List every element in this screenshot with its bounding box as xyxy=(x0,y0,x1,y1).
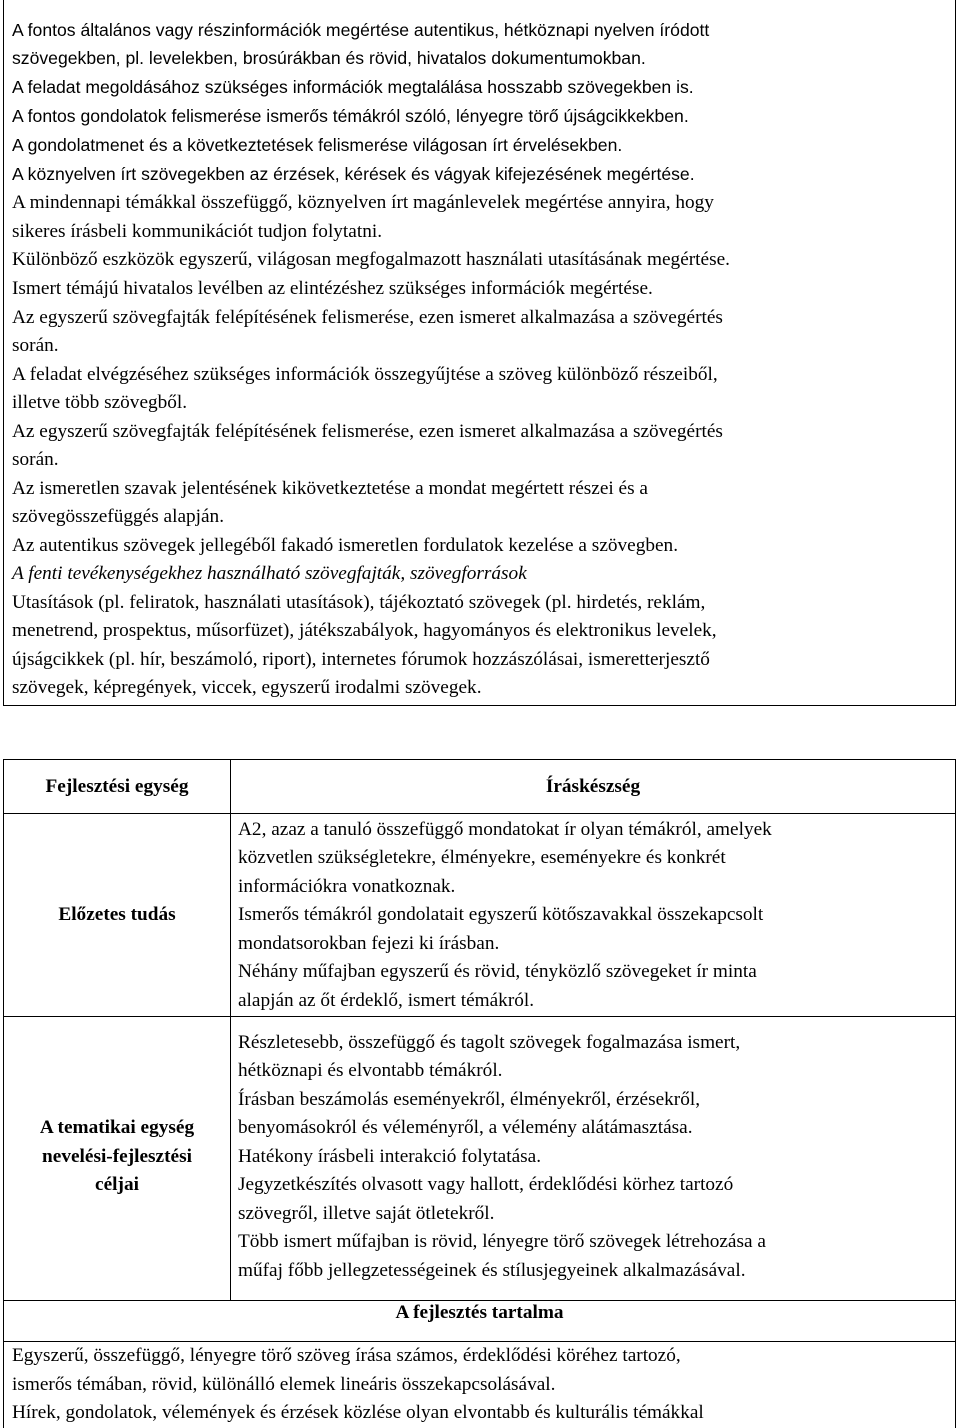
text-line: A köznyelven írt szövegekben az érzések, kérések és vágyak kifejezésének megértése. xyxy=(12,164,695,184)
cell-line: A2, azaz a tanuló összefüggő mondatokat ír olyan témákról, amelyek xyxy=(238,819,772,840)
text-line: A mindennapi témákkal összefüggő, köznyelven írt magánlevelek megértése annyira, hogy xyxy=(12,192,714,213)
cell-line: benyomásokról és véleményről, a vélemény alátámasztása. xyxy=(238,1117,693,1138)
sources-heading: A fenti tevékenységekhez használható szövegfajták, szövegforrások xyxy=(12,563,527,584)
text-line: szövegek, képregények, viccek, egyszerű irodalmi szövegek. xyxy=(12,677,482,698)
cell-line: Jegyzetkészítés olvasott vagy hallott, érdeklődési körhez tartozó xyxy=(238,1174,734,1195)
text-line: szövegekben, pl. levelekben, brosúrákban és rövid, hivatalos dokumentumokban. xyxy=(12,48,646,68)
text-line: szövegösszefüggés alapján. xyxy=(12,506,225,527)
text-line: A gondolatmenet és a következtetések felismerése világosan írt érvelésekben. xyxy=(12,135,623,155)
curriculum-table xyxy=(3,759,956,1428)
text-line: A feladat elvégzéséhez szükséges információk összegyűjtése a szöveg különböző részeiből, xyxy=(12,364,718,385)
text-line: A feladat megoldásához szükséges információk megtalálása hosszabb szövegekben is. xyxy=(12,77,694,97)
row-label-goals: nevelési-fejlesztési xyxy=(42,1146,192,1167)
content-line: Egyszerű, összefüggő, lényegre törő szöveg írása számos, érdeklődési köréhez tartozó, xyxy=(12,1345,681,1366)
cell-line: mondatsorokban fejezi ki írásban. xyxy=(238,933,500,954)
header-development-unit: Fejlesztési egység xyxy=(45,776,189,797)
row-label-goals: céljai xyxy=(95,1174,139,1195)
text-line: újságcikkek (pl. hír, beszámoló, riport), internetes fórumok hozzászólásai, ismeretterjesztő xyxy=(12,649,710,670)
row-label-goals: A tematikai egység xyxy=(39,1117,195,1138)
cell-line: műfaj főbb jellegzetességeinek és stílusjegyeinek alkalmazásával. xyxy=(238,1260,746,1281)
text-line: Az egyszerű szövegfajták felépítésének felismerése, ezen ismeret alkalmazása a szövegértés xyxy=(12,421,723,442)
text-line: Különböző eszközök egyszerű, világosan megfogalmazott használati utasításának megértése. xyxy=(12,249,730,270)
column-divider xyxy=(230,760,231,1301)
text-line: során. xyxy=(12,449,59,470)
cell-line: Több ismert műfajban is rövid, lényegre törő szövegek létrehozása a xyxy=(238,1231,766,1252)
text-line: Ismert témájú hivatalos levélben az elintézéshez szükséges információk megértése. xyxy=(12,278,653,299)
cell-line: Részletesebb, összefüggő és tagolt szövegek fogalmazása ismert, xyxy=(238,1032,741,1053)
text-line: Az egyszerű szövegfajták felépítésének felismerése, ezen ismeret alkalmazása a szövegértés xyxy=(12,307,723,328)
text-line: sikeres írásbeli kommunikációt tudjon folytatni. xyxy=(12,221,383,242)
text-line: illetve több szövegből. xyxy=(12,392,188,413)
row-divider xyxy=(4,1016,955,1017)
cell-line: Írásban beszámolás eseményekről, élményekről, érzésekről, xyxy=(238,1089,701,1110)
objectives-text-box xyxy=(3,0,956,706)
text-line: A fontos gondolatok felismerése ismerős témákról szóló, lényegre törő újságcikkekben. xyxy=(12,106,689,126)
text-line: során. xyxy=(12,335,59,356)
text-line: menetrend, prospektus, műsorfüzet), játékszabályok, hagyományos és elektronikus levelek, xyxy=(12,620,717,641)
cell-line: közvetlen szükségletekre, élményekre, eseményekre és konkrét xyxy=(238,847,726,868)
text-line: Az autentikus szövegek jellegéből fakadó ismeretlen fordulatok kezelése a szövegben. xyxy=(12,535,679,556)
text-line: Az ismeretlen szavak jelentésének kikövetkeztetése a mondat megértett részei és a xyxy=(12,478,648,499)
cell-line: szövegről, illetve saját ötletekről. xyxy=(238,1203,495,1224)
cell-line: hétköznapi és elvontabb témákról. xyxy=(238,1060,503,1081)
text-line: Utasítások (pl. feliratok, használati utasítások), tájékoztató szövegek (pl. hirdetés, reklám, xyxy=(12,592,706,613)
cell-line: alapján az őt érdeklő, ismert témákról. xyxy=(238,990,535,1011)
content-line: Hírek, gondolatok, vélemények és érzések közlése olyan elvontabb és kulturális témákkal xyxy=(12,1402,704,1423)
cell-line: Néhány műfajban egyszerű és rövid, tényközlő szövegeket ír minta xyxy=(238,961,757,982)
content-line: ismerős témában, rövid, különálló elemek lineáris összekapcsolásával. xyxy=(12,1374,556,1395)
row-label-prior-knowledge: Előzetes tudás xyxy=(58,904,176,925)
cell-line: információkra vonatkoznak. xyxy=(238,876,456,897)
header-writing-skill: Íráskészség xyxy=(545,776,641,797)
text-line: A fontos általános vagy részinformációk megértése autentikus, hétköznapi nyelven íródott xyxy=(12,20,710,40)
cell-line: Hatékony írásbeli interakció folytatása. xyxy=(238,1146,542,1167)
cell-line: Ismerős témákról gondolatait egyszerű kötőszavakkal összekapcsolt xyxy=(238,904,764,925)
row-divider xyxy=(4,813,955,814)
content-heading: A fejlesztés tartalma xyxy=(395,1302,564,1323)
